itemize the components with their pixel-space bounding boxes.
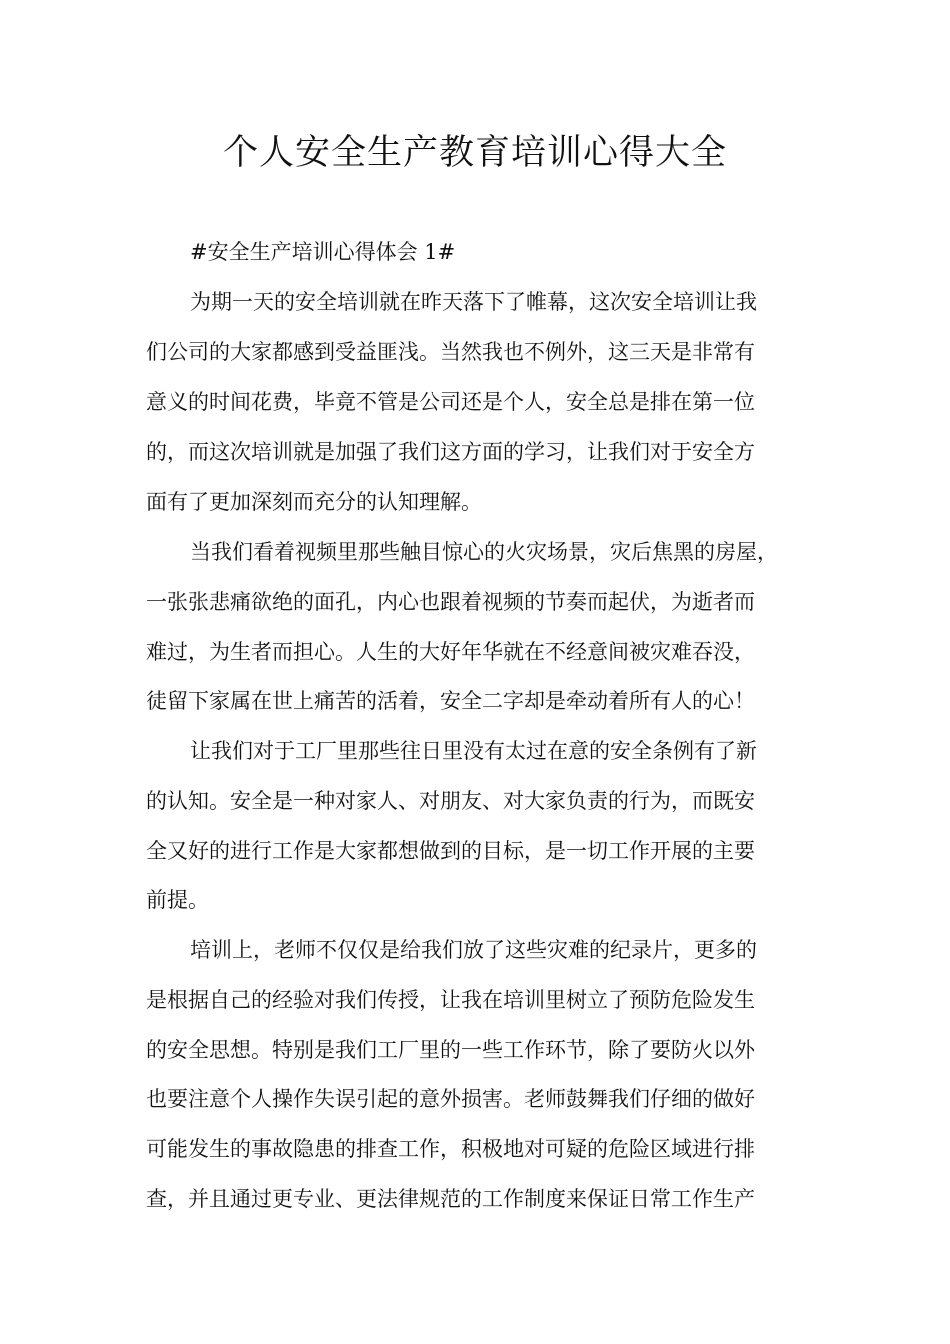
paragraph-line: 当我们看着视频里那些触目惊心的火灾场景，灾后焦黑的房屋， — [190, 540, 778, 564]
paragraph-line: 难过，为生者而担心。人生的大好年华就在不经意间被灾难吞没， — [146, 640, 755, 664]
document-title: 个人安全生产教育培训心得大全 — [222, 133, 727, 173]
paragraph-line: 一张张悲痛欲绝的面孔，内心也跟着视频的节奏而起伏，为逝者而 — [146, 590, 755, 614]
paragraph-line: 们公司的大家都感到受益匪浅。当然我也不例外，这三天是非常有 — [146, 340, 755, 364]
paragraph-line: 全又好的进行工作是大家都想做到的目标，是一切工作开展的主要 — [146, 839, 755, 863]
paragraph-line: 的，而这次培训就是加强了我们这方面的学习，让我们对于安全方 — [146, 440, 755, 464]
paragraph-line: 为期一天的安全培训就在昨天落下了帷幕，这次安全培训让我 — [190, 290, 757, 314]
paragraph-line: 的认知。安全是一种对家人、对朋友、对大家负责的行为，而既安 — [146, 789, 755, 813]
paragraph-line: 让我们对于工厂里那些往日里没有太过在意的安全条例有了新 — [190, 739, 757, 763]
paragraph-line: 可能发生的事故隐患的排查工作，积极地对可疑的危险区域进行排 — [146, 1137, 755, 1161]
section-heading: #安全生产培训心得体会 1# — [190, 240, 456, 264]
paragraph-line: 徒留下家属在世上痛苦的活着，安全二字却是牵动着所有人的心！ — [146, 689, 755, 713]
paragraph-line: 是根据自己的经验对我们传授，让我在培训里树立了预防危险发生 — [146, 988, 755, 1012]
paragraph-line: 查，并且通过更专业、更法律规范的工作制度来保证日常工作生产 — [146, 1187, 755, 1211]
paragraph-line: 前提。 — [146, 888, 209, 912]
paragraph-line: 的安全思想。特别是我们工厂里的一些工作环节，除了要防火以外 — [146, 1038, 755, 1062]
paragraph-line: 培训上，老师不仅仅是给我们放了这些灾难的纪录片，更多的 — [190, 938, 757, 962]
paragraph-line: 面有了更加深刻而充分的认知理解。 — [146, 490, 482, 514]
paragraph-line: 也要注意个人操作失误引起的意外损害。老师鼓舞我们仔细的做好 — [146, 1087, 755, 1111]
paragraph-line: 意义的时间花费，毕竟不管是公司还是个人，安全总是排在第一位 — [146, 390, 755, 414]
